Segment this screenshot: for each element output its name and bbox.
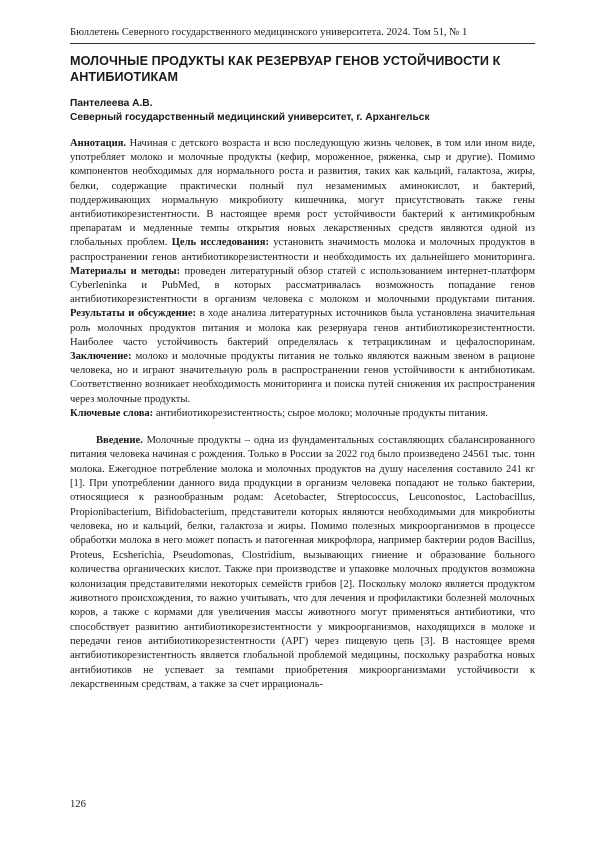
- article-title: МОЛОЧНЫЕ ПРОДУКТЫ КАК РЕЗЕРВУАР ГЕНОВ УСТОЙЧИВОСТИ К АНТИБИОТИКАМ: [70, 54, 501, 84]
- methods-label: Материалы и методы:: [70, 265, 181, 277]
- page-number: 126: [70, 799, 86, 810]
- introduction: [70, 434, 535, 692]
- article-page: [70, 26, 535, 692]
- journal-header: Бюллетень Северного государственного медицинского университета. 2024. Том 51, № 1: [70, 26, 535, 44]
- results-label: Результаты и обсуждение:: [70, 308, 197, 320]
- abstract-label: Аннотация.: [70, 138, 126, 149]
- aim-text: установить значимость молока и молочных продуктов в распространении генов антибиотикорезистентности и необходимость их дальнейшего мониторинга.: [70, 237, 535, 263]
- keywords-label: Ключевые слова:: [70, 407, 154, 419]
- conclusion-label: Заключение:: [70, 351, 132, 363]
- introduction-label: Введение.: [96, 435, 143, 447]
- abstract-text: Начиная с детского возраста и всю последующую жизнь человек, в том или ином виде, употребляет молоко и молочные продукты (кефир, мороженное, ряженка, сыр и другие). Помимо компонентов необходимых для нормального роста и развития, таких как кальций, галактоза, жиры, белки, содержащие практически полный пул незаменимых аминокислот, и бактерий, поддерживающих нормальную микробиоту кишечника, могут присутствовать также гены антибиотикорезистентности. В настоящее время рост устойчивости бактерий к антимикробным препаратам и медленные темпы открытия новых лекарственных средств являются одной из глобальных проблем.: [70, 138, 535, 249]
- affiliation-line: Северный государственный медицинский университет, г. Архангельск: [70, 112, 430, 123]
- keywords: [70, 407, 535, 421]
- methods-text: проведен литературный обзор статей с использованием интернет-платформ Cyberleninka и PubMed, в которых рассматривалась возможность попадание генов антибиотикорезистентности в организм человека с молоком и молочными продуктами питания.: [70, 265, 535, 306]
- conclusion-text: молоко и молочные продукты питания не только являются важным звеном в рационе человека, но и играют значительную роль в распространении генов устойчивости к антибиотикам. Соответственно возникает необходимость мониторинга и поиска путей снижения их распространения через молочные продукты.: [70, 351, 535, 405]
- author-line: Пантелеева А.В.: [70, 98, 153, 109]
- abstract: [70, 137, 535, 407]
- aim-label: Цель исследования:: [171, 237, 269, 249]
- introduction-text: Молочные продукты – одна из фундаментальных составляющих сбалансированного питания человека начиная с рождения. Только в России за 2022 год было произведено 24561 тыс. тонн молока. Ежегодное потребление молока и молочных продуктов на душу населения составило 241 кг [1]. При употреблении данного вида продукции в организм человека попадают не только бактерии, относящиеся к разнообразным родам: Acetobacter, Streptococcus, Leuconostoc, Lactobacillus, Propionibacterium, Bifidobacterium, представители которых являются необходимыми для микробиоты человека, но и кальций, белки, галактоза и жиры. Помимо полезных микроорганизмов в процессе обработки молока в него может попасть и патогенная микрофлора, например бактерии родов Bacillus, Proteus, Ecsherichia, Pseudomonas, Clostridium, вызывающих гниение и образование больного количества органических кислот. Также при производстве и упаковке молочных продуктов возможна колонизация представителями некоторых семейств грибов [2]. Поскольку молоко является продуктом животного происхождения, то важно учитывать, что для лечения и профилактики болезней молочных коров, а также с кормами для увеличения массы животного могут применяться антибиотики, что способствует развитию антибиотикорезистентности у микроорганизмов, находящихся в молоке и передачи генов антибиотикорезистентности (АРГ) через пищевую цепь [3]. В настоящее время антибиотикорезистентность является глобальной проблемой медицины, поскольку разработка новых антибиотиков не успевает за темпами приобретения микроорганизмами устойчивости к лекарственным средствам, а также за счет иррациональ-: [70, 435, 535, 690]
- results-text: в ходе анализа литературных источников была установлена значительная роль молочных продуктов питания и молока как резервуара генов антибиотикорезистентности. Наиболее часто устойчивость бактерий определялась к тетрациклинам и цефалоспоринам.: [70, 308, 535, 348]
- keywords-text: антибиотикорезистентность; сырое молоко; молочные продукты питания.: [153, 407, 488, 419]
